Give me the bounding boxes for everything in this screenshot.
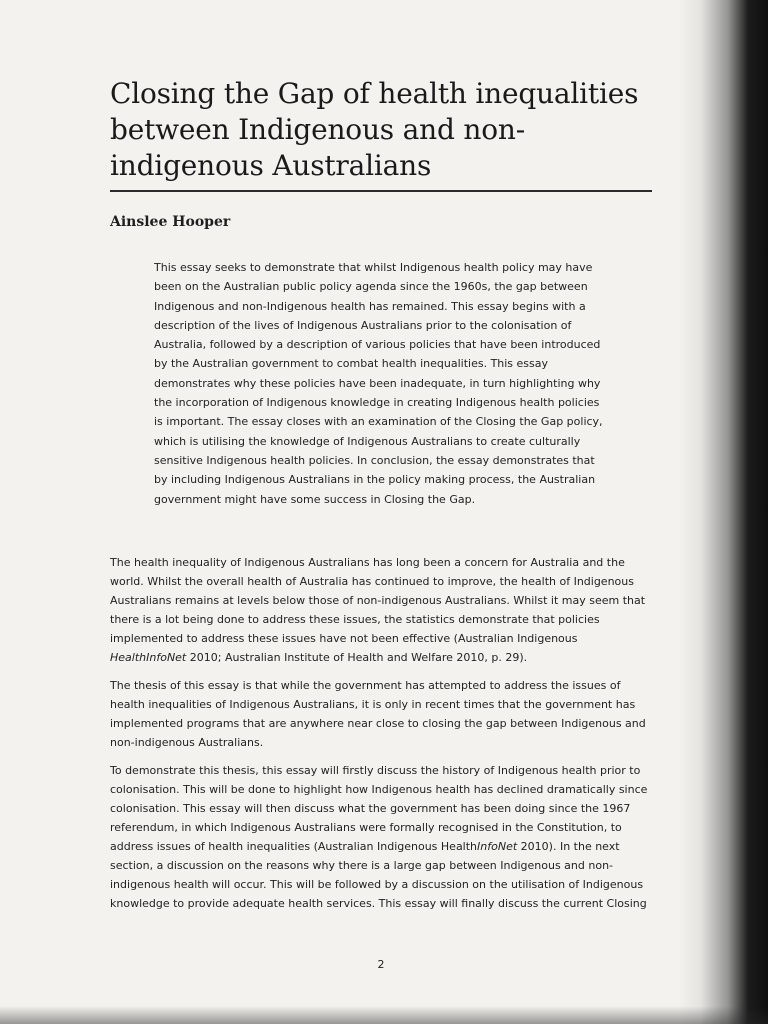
- document-page: [110, 76, 652, 971]
- body-text: [110, 553, 652, 913]
- paragraph-3: [110, 761, 652, 913]
- paragraph-1: [110, 553, 652, 667]
- document-title: Closing the Gap of health inequalities between Indigenous and non-indigenous Australians: [110, 77, 639, 182]
- title-divider: [110, 190, 652, 192]
- paragraph-3-text: To demonstrate this thesis, this essay will firstly discuss the history of Indigenous health prior to colonisation. This will be done to highlight how Indigenous health has declined dramatically since colonisation. This essay will then discuss what the government has been doing since the 1967 referendum, in which Indigenous Australians were formally recognised in the Constitution, to address issues of health inequalities (Australian Indigenous Health: [110, 763, 648, 853]
- paragraph-1-citation-italic: HealthInfoNet: [110, 650, 187, 664]
- paragraph-2: The thesis of this essay is that while the government has attempted to address the issues of health inequalities of Indigenous Australians, it is only in recent times that the government has implemented programs that are anywhere near close to closing the gap between Indigenous and non-indigenous Australians.: [110, 678, 646, 749]
- page-number: 2: [377, 958, 385, 971]
- author-name: Ainslee Hooper: [110, 214, 231, 230]
- abstract: This essay seeks to demonstrate that whilst Indigenous health policy may have been on the Australian public policy agenda since the 1960s, the gap between Indigenous and non-Indigenous health has remained. This essay begins with a description of the lives of Indigenous Australians prior to the colonisation of Australia, followed by a description of various policies that have been introduced by the Australian government to combat health inequalities. This essay demonstrates why these policies have been inadequate, in turn highlighting why the incorporation of Indigenous knowledge in creating Indigenous health policies is important. The essay closes with an examination of the Closing the Gap policy, which is utilising the knowledge of Indigenous Australians to create culturally sensitive Indigenous health policies. In conclusion, the essay demonstrates that by including Indigenous Australians in the policy making process, the Australian government might have some success in Closing the Gap.: [154, 261, 603, 506]
- paragraph-3-text-end: 2010). In the next section, a discussion on the reasons why there is a large gap between Indigenous and non-indigenous health will occur. This will be followed by a discussion on the utilisation of Indigenous knowledge to provide adequate health services. This essay will finally discuss the current Closing: [110, 839, 647, 910]
- paragraph-1-text-end: 2010; Australian Institute of Health and Welfare 2010, p. 29).: [186, 650, 528, 664]
- paragraph-3-citation-italic: InfoNet: [477, 839, 518, 853]
- paragraph-1-text: The health inequality of Indigenous Australians has long been a concern for Australia and the world. Whilst the overall health of Australia has continued to improve, the health of Indigenous Australians remains at levels below those of non-indigenous Australians. Whilst it may seem that there is a lot being done to address these issues, the statistics demonstrate that policies implemented to address these issues have not been effective (Australian Indigenous: [110, 555, 646, 645]
- book-spine-shadow: [678, 0, 768, 1024]
- page-bottom-edge: [0, 1006, 768, 1024]
